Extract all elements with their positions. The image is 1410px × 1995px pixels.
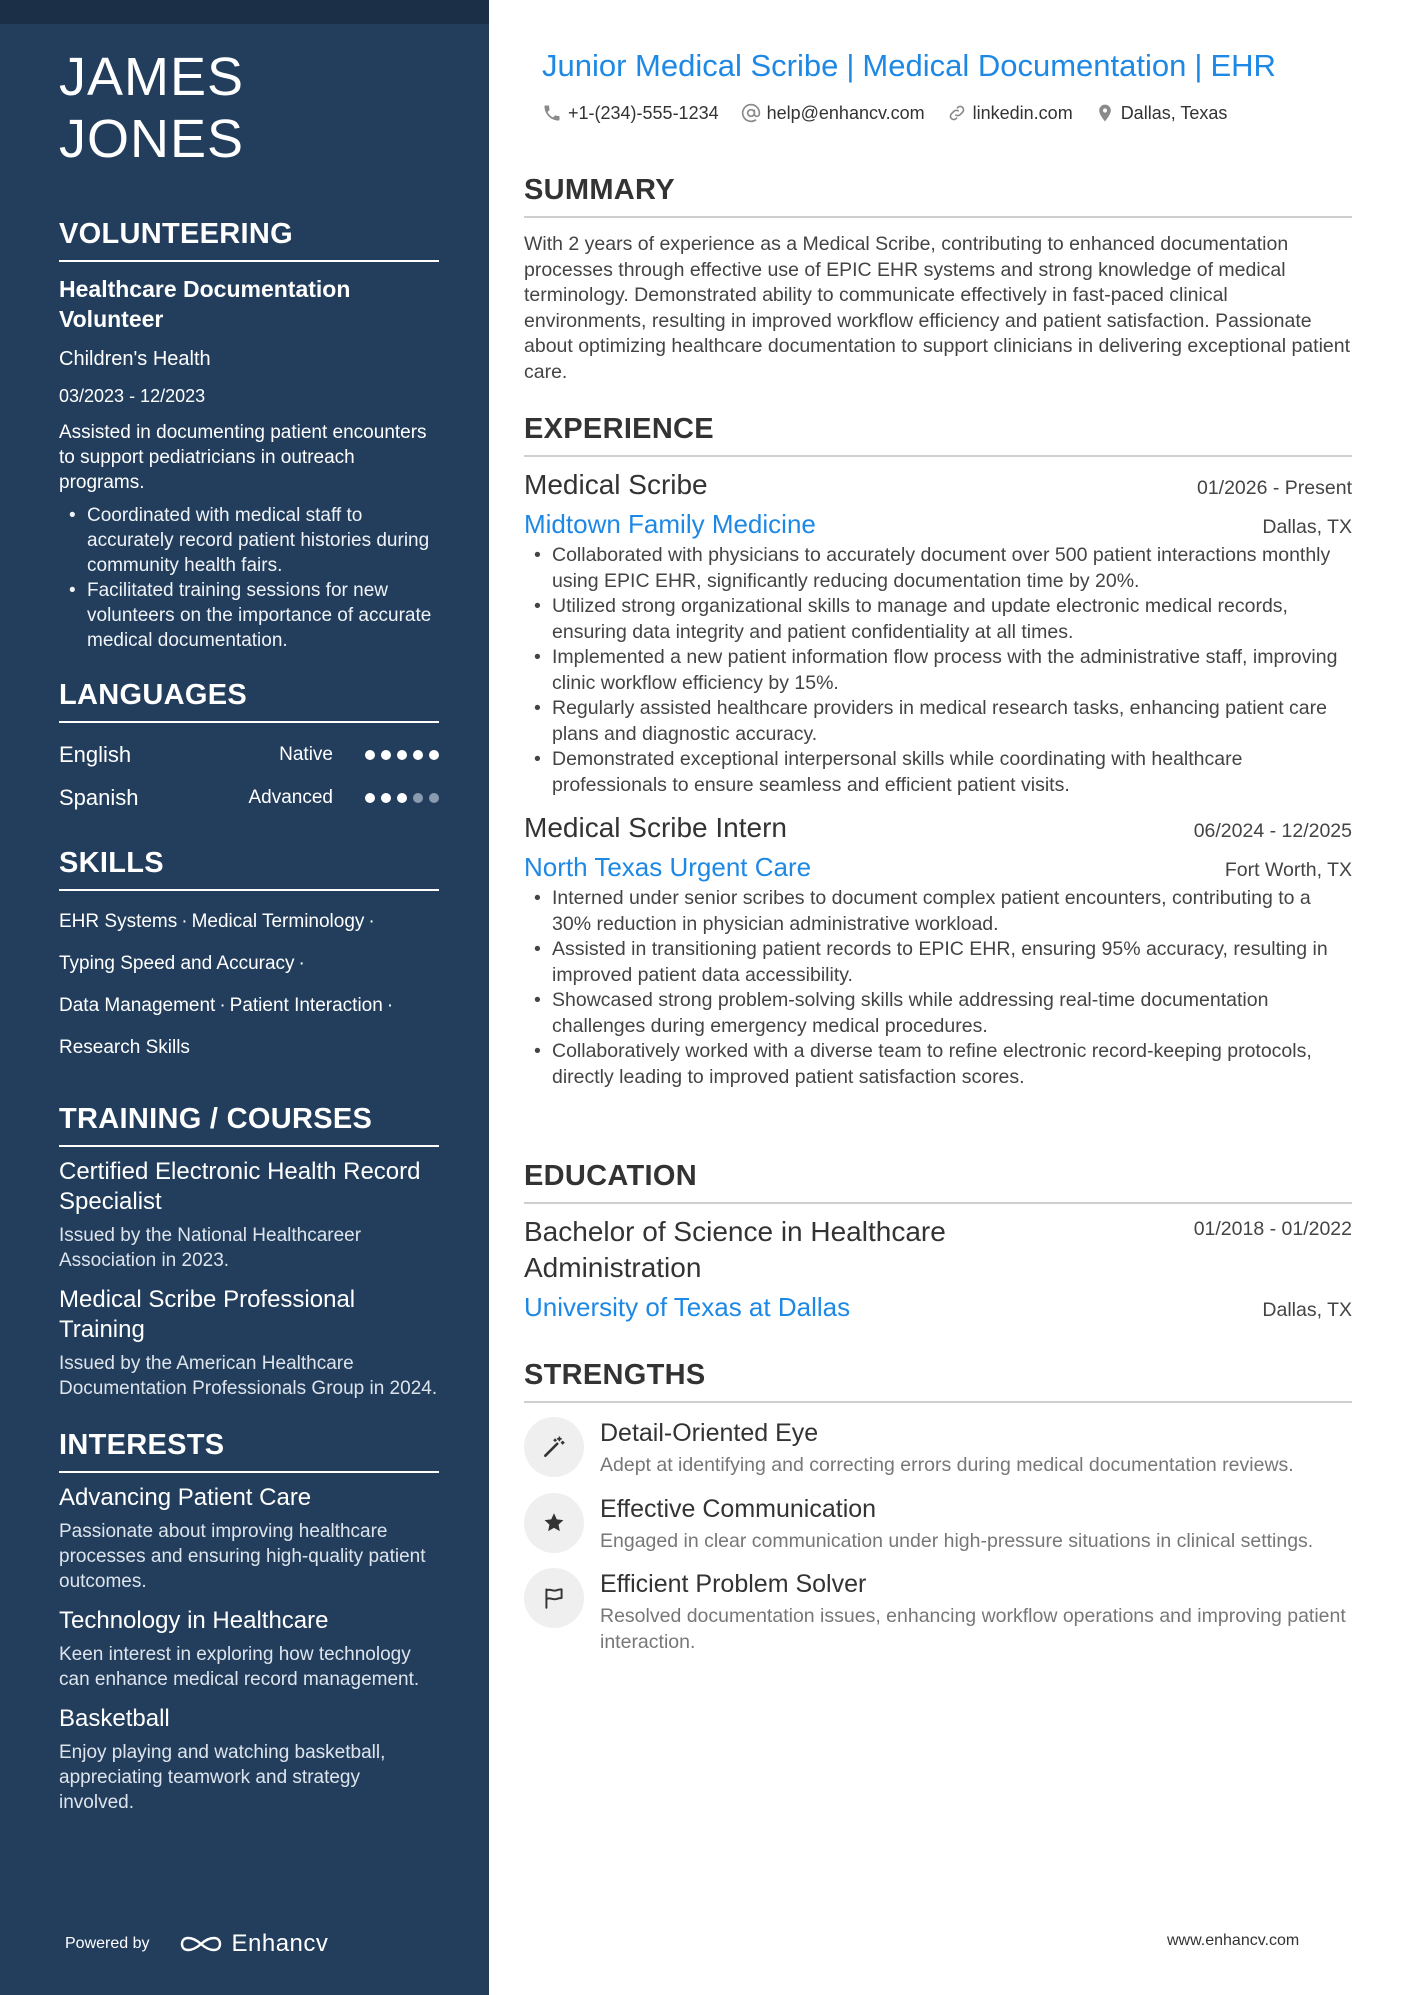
- strength-description: Engaged in clear communication under high-pressure situations in clinical settings.: [600, 1529, 1314, 1552]
- strength-content: [600, 1493, 1313, 1555]
- job-title: Medical Scribe Intern: [524, 812, 788, 843]
- proficiency-dot-filled: [365, 793, 375, 803]
- strength-icon-badge: [524, 1417, 584, 1477]
- strength-content: [600, 1568, 1352, 1655]
- proficiency-dot-empty: [429, 793, 439, 803]
- phone-text: +1-(234)-555-1234: [568, 103, 719, 123]
- skill-tag: Typing Speed and Accuracy: [59, 953, 295, 974]
- linkedin-text: linkedin.com: [972, 103, 1073, 123]
- job-date: 06/2024 - 12/2025: [1193, 820, 1352, 842]
- skills-title: SKILLS: [59, 845, 439, 891]
- enhancv-logo[interactable]: [178, 1930, 329, 1958]
- interest-item-description: Enjoy playing and watching basketball, appreciating teamwork and strategy involved.: [59, 1742, 386, 1813]
- interest-item: [59, 1483, 439, 1594]
- skill-separator: ·: [219, 995, 226, 1016]
- interest-item-title: Advancing Patient Care: [59, 1484, 312, 1511]
- proficiency-dot-filled: [381, 793, 391, 803]
- language-level: Native: [279, 743, 333, 765]
- proficiency-dot-filled: [397, 750, 407, 760]
- sidebar: [0, 0, 489, 1995]
- job-bullet: • Utilized strong organizational skills to manage and update electronic medical records, ensuring data integrity and patient confidentiality at all times.: [524, 594, 1352, 645]
- headline-part: Medical Documentation: [862, 48, 1187, 83]
- skill-line: [59, 985, 439, 1027]
- interest-item: [59, 1606, 439, 1692]
- strength-title: Efficient Problem Solver: [600, 1570, 867, 1598]
- education-subheader: [524, 1290, 1352, 1324]
- education-header: [524, 1214, 1352, 1286]
- language-row: [59, 733, 439, 776]
- skill-tag: Data Management: [59, 995, 216, 1016]
- job-bullet: • Implemented a new patient information flow process with the administrative staff, improving clinic workflow efficiency by 15%.: [524, 645, 1352, 696]
- interest-item: [59, 1704, 439, 1815]
- education-degree: Bachelor of Science in Healthcare Administration: [524, 1216, 946, 1283]
- job-company: North Texas Urgent Care: [524, 852, 812, 882]
- skill-line: [59, 1027, 439, 1069]
- training-section: [59, 1101, 439, 1401]
- job-subheader: [524, 507, 1352, 541]
- skill-separator: ·: [298, 953, 305, 974]
- job-title: Medical Scribe: [524, 469, 708, 500]
- proficiency-dot-filled: [381, 750, 391, 760]
- skill-line: [59, 901, 439, 943]
- headline-separator: |: [1194, 48, 1203, 83]
- proficiency-dot-filled: [429, 750, 439, 760]
- language-name: English: [59, 741, 132, 767]
- education-school: University of Texas at Dallas: [524, 1292, 851, 1322]
- job-company: Midtown Family Medicine: [524, 509, 816, 539]
- skill-line: [59, 943, 439, 985]
- volunteer-bullets: [59, 503, 439, 653]
- skill-tag: EHR Systems: [59, 911, 178, 932]
- experience-title: EXPERIENCE: [524, 411, 1352, 457]
- job-header: [524, 467, 1352, 503]
- contact-email[interactable]: [741, 100, 925, 126]
- language-level: Advanced: [248, 786, 333, 808]
- enhancv-logo-icon: [178, 1932, 224, 1956]
- experience-section: [524, 411, 1352, 1090]
- flag-icon: [541, 1585, 567, 1611]
- job-bullet: • Regularly assisted healthcare providers in medical research tasks, enhancing patient care plans and diagnostic accuracy.: [524, 696, 1352, 747]
- job-location: Dallas, TX: [1262, 516, 1352, 538]
- strength-item: [524, 1568, 1352, 1655]
- strength-icon-badge: [524, 1568, 584, 1628]
- skill-separator: ·: [181, 911, 188, 932]
- email-text: help@enhancv.com: [766, 103, 925, 123]
- training-item-title: Certified Electronic Health Record Specialist: [59, 1158, 421, 1215]
- strength-item: [524, 1493, 1352, 1555]
- job-bullet: • Interned under senior scribes to document complex patient encounters, contributing to a 30% reduction in physician administrative workload.: [524, 886, 1352, 937]
- interests-title: INTERESTS: [59, 1427, 439, 1473]
- training-item-description: Issued by the American Healthcare Documentation Professionals Group in 2024.: [59, 1353, 438, 1399]
- training-title: TRAINING / COURSES: [59, 1101, 439, 1147]
- job-bullet: • Demonstrated exceptional interpersonal skills while coordinating with healthcare professionals to ensure seamless and efficient patient visits.: [524, 747, 1352, 798]
- strength-description: Resolved documentation issues, enhancing workflow operations and improving patient interaction.: [600, 1605, 1346, 1653]
- sidebar-top-bar: [0, 0, 489, 24]
- job-bullets: [524, 543, 1352, 798]
- skill-tag: Patient Interaction: [229, 995, 383, 1016]
- job-location: Fort Worth, TX: [1224, 859, 1352, 881]
- language-row: [59, 776, 439, 819]
- star-icon: [541, 1510, 567, 1536]
- volunteer-description: Assisted in documenting patient encounters to support pediatricians in outreach programs.: [59, 422, 427, 493]
- candidate-name: JAMES JONES: [59, 47, 245, 169]
- headline-part: Junior Medical Scribe: [542, 48, 839, 83]
- strengths-section: [524, 1357, 1352, 1655]
- volunteer-date: 03/2023 - 12/2023: [59, 386, 206, 406]
- job-bullet: • Showcased strong problem-solving skills while addressing real-time documentation challenges during emergency medical procedures.: [524, 988, 1352, 1039]
- sidebar-content: [59, 46, 439, 1841]
- job-bullet: • Collaboratively worked with a diverse team to refine electronic record-keeping protocols, directly leading to improved patient satisfaction scores.: [524, 1039, 1352, 1090]
- education-location: Dallas, TX: [1262, 1299, 1352, 1321]
- contact-location: [1095, 100, 1228, 126]
- volunteering-title: VOLUNTEERING: [59, 216, 439, 262]
- interest-item-title: Technology in Healthcare: [59, 1607, 329, 1634]
- strength-item: [524, 1417, 1352, 1479]
- proficiency-dot-filled: [365, 750, 375, 760]
- phone-icon: [542, 103, 562, 123]
- contact-bar: [542, 100, 1227, 126]
- contact-linkedin[interactable]: [947, 100, 1073, 126]
- powered-by-label: Powered by: [65, 1935, 150, 1952]
- job-bullet: • Collaborated with physicians to accurately document over 500 patient interactions monthly using EPIC EHR, significantly reducing documentation time by 20%.: [524, 543, 1352, 594]
- training-item: [59, 1157, 439, 1273]
- volunteer-bullet: • Coordinated with medical staff to accurately record patient histories during community health fairs.: [59, 503, 439, 578]
- enhancv-brand-name: Enhancv: [231, 1930, 329, 1957]
- education-date: 01/2018 - 01/2022: [1193, 1218, 1352, 1240]
- skill-separator: ·: [368, 911, 375, 932]
- job-subheader: [524, 850, 1352, 884]
- language-proficiency-dots: [365, 750, 439, 760]
- language-name: Spanish: [59, 784, 139, 810]
- skill-separator: ·: [386, 995, 394, 1016]
- strength-icon-badge: [524, 1493, 584, 1553]
- job-entry: [524, 810, 1352, 1090]
- job-header: [524, 810, 1352, 846]
- powered-by: [65, 1930, 328, 1958]
- education-entry: [524, 1214, 1352, 1324]
- interest-item-description: Passionate about improving healthcare processes and ensuring high-quality patient outcomes.: [59, 1521, 426, 1592]
- interest-item-description: Keen interest in exploring how technology can enhance medical record management.: [59, 1644, 420, 1690]
- interest-item-title: Basketball: [59, 1705, 170, 1732]
- skill-tag: Research Skills: [59, 1037, 190, 1058]
- headline: [542, 46, 1276, 86]
- map-pin-icon: [1095, 103, 1115, 123]
- strengths-title: STRENGTHS: [524, 1357, 1352, 1403]
- summary-text: With 2 years of experience as a Medical Scribe, contributing to enhanced documentation processes through effective use of EPIC EHR systems and strong knowledge of medical terminology. Demonstrated ability to communicate effectively in fast-paced clinical environments, resulting in improved workflow efficiency and patient satisfaction. Passionate about optimizing healthcare documentation to support clinicians in delivering exceptional patient care.: [524, 233, 1351, 383]
- strength-title: Effective Communication: [600, 1494, 877, 1523]
- job-bullet: • Assisted in transitioning patient records to EPIC EHR, ensuring 95% accuracy, resulting in improved patient data accessibility.: [524, 937, 1352, 988]
- skill-tag: Medical Terminology: [191, 911, 365, 932]
- headline-part: EHR: [1210, 48, 1276, 83]
- volunteer-role: Healthcare Documentation Volunteer: [59, 276, 351, 332]
- contact-phone[interactable]: [542, 100, 719, 126]
- link-icon: [947, 103, 967, 123]
- education-title: EDUCATION: [524, 1158, 1352, 1204]
- volunteer-bullet: • Facilitated training sessions for new volunteers on the importance of accurate medical documentation.: [59, 578, 439, 653]
- job-bullets: [524, 886, 1352, 1090]
- job-date: 01/2026 - Present: [1196, 477, 1352, 499]
- training-item-title: Medical Scribe Professional Training: [59, 1286, 356, 1343]
- skills-list: [59, 901, 439, 1069]
- magic-wand-icon: [541, 1434, 567, 1460]
- summary-title: SUMMARY: [524, 172, 1352, 218]
- education-section: [524, 1158, 1352, 1324]
- headline-separator: |: [846, 48, 855, 83]
- strength-title: Detail-Oriented Eye: [600, 1419, 819, 1447]
- interests-section: [59, 1427, 439, 1815]
- summary-section: [524, 172, 1352, 385]
- strength-content: [600, 1417, 1294, 1479]
- volunteering-section: [59, 216, 439, 653]
- volunteer-org: Children's Health: [59, 348, 211, 370]
- language-proficiency-dots: [365, 793, 439, 803]
- strength-description: Adept at identifying and correcting errors during medical documentation reviews.: [600, 1454, 1294, 1476]
- languages-section: [59, 677, 439, 819]
- website-link[interactable]: www.enhancv.com: [1167, 1932, 1300, 1949]
- job-entry: [524, 467, 1352, 798]
- location-text: Dallas, Texas: [1120, 103, 1228, 123]
- proficiency-dot-empty: [413, 793, 423, 803]
- proficiency-dot-filled: [397, 793, 407, 803]
- skills-section: [59, 845, 439, 1069]
- at-sign-icon: [741, 103, 761, 123]
- training-item-description: Issued by the National Healthcareer Association in 2023.: [59, 1225, 362, 1271]
- training-item: [59, 1285, 439, 1401]
- languages-title: LANGUAGES: [59, 677, 439, 723]
- proficiency-dot-filled: [413, 750, 423, 760]
